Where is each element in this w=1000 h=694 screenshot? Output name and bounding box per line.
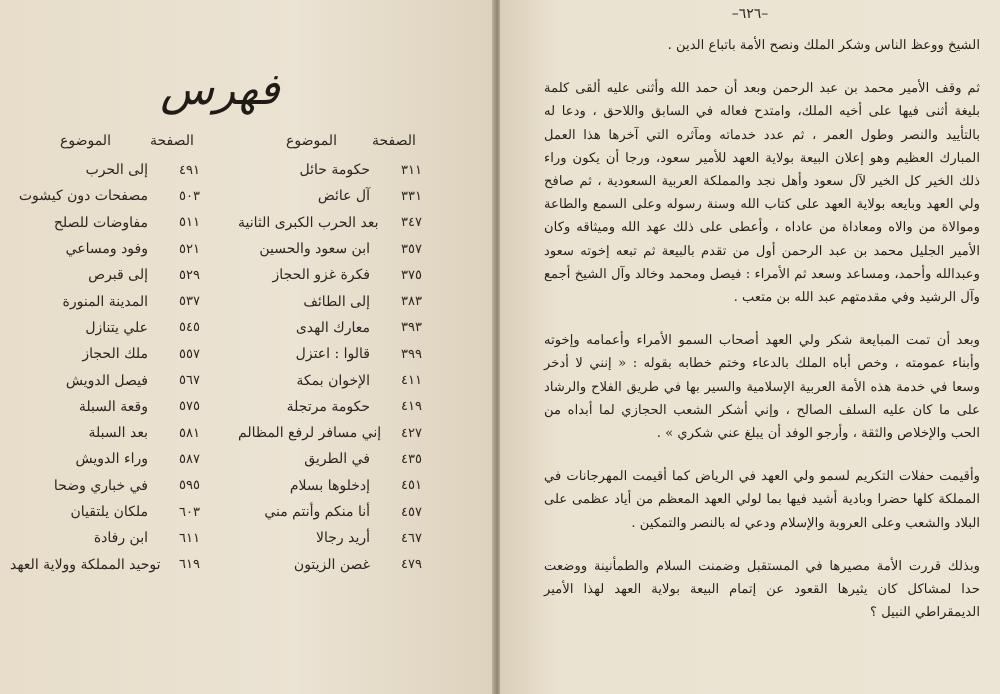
index-entry-topic: إني مسافر لرفع المظالم — [238, 425, 382, 442]
index-entry — [238, 473, 422, 499]
index-entry-page: ٥٦٧ — [179, 373, 200, 389]
index-entry-topic: أنا منكم وأنتم مني — [264, 504, 370, 520]
index-entry-page: ٤٩١ — [179, 162, 200, 178]
index-entry — [238, 262, 422, 288]
index-entry — [10, 183, 200, 209]
index-entry — [10, 236, 200, 262]
index-entry-topic: علي يتنازل — [85, 319, 148, 336]
paragraph: ثم وقف الأمير محمد بن عبد الرحمن وبعد أن حمد الله وأثنى عليه ألقى كلمة بليغة أثنى فيها على أخيه الملك، وامتدح فعاله في السابق واللاحق ، ودعا له بالتأييد والنصر وطول العمر ، ثم عدد خدماته ومآثره التي آخرها هذا العمل المبارك العظيم وهو إعلان البيعة بولاية العهد للأمير سعود، ورجا أن يكون وراء ذلك الخير كل الخير لآل سعود وأهل نجد والمملكة العربية السعودية ، ثم صافح ولي العهد وبايعه بولاية العهد على كتاب الله وسنة رسوله وعلى السمع والطاعة وموالاة من والاه ومعاداة من عاداه ، وأعطى على ذلك عهد الله وميثاقه وكان الأمير الجليل محمد بن عبد الرحمن أول من تقدم بالبيعة ثم تبعه إخوته سعود وعبدالله وأحمد، ومساعد وسعد ثم الأمراء : فيصل ومحمد وخالد وآل الشيخ أجمع وآل الرشيد وفي مقدمتهم عبد الله بن متعب . — [544, 81, 980, 306]
index-entry-page: ٥٢٩ — [179, 267, 200, 283]
index-entry-page: ٣٨٣ — [401, 294, 422, 310]
index-entry-page: ٦١٩ — [179, 557, 200, 573]
index-entry-topic: وقعة السبلة — [78, 398, 148, 415]
index-entry-page: ٥٧٥ — [179, 399, 200, 415]
index-column-right — [238, 157, 422, 578]
index-entry — [10, 499, 200, 525]
index-entry-topic: ابن سعود والحسين — [259, 241, 370, 258]
index-entry — [10, 341, 200, 367]
index-entry-page: ٣٣١ — [401, 188, 422, 204]
index-entry-page: ٥٥٧ — [179, 346, 200, 362]
index-entry-page: ٥٣٧ — [179, 294, 200, 310]
index-entry-page: ٤١٩ — [401, 399, 422, 415]
index-entry — [238, 420, 422, 446]
index-entry-page: ٣١١ — [401, 162, 422, 178]
index-entry-topic: آل عائض — [317, 188, 370, 205]
page-number: –٦٢٦– — [731, 6, 769, 22]
index-entry-page: ٥٨١ — [179, 425, 200, 441]
index-entry — [10, 315, 200, 341]
index-entry-page: ٥٩٥ — [179, 478, 200, 494]
index-entry — [238, 341, 422, 367]
index-entry — [238, 499, 422, 525]
index-entry-page: ٥٠٣ — [179, 188, 200, 204]
index-entry-topic: إلى الطائف — [303, 293, 370, 310]
index-entry-topic: المدينة المنورة — [62, 293, 148, 310]
index-entry-page: ٤١١ — [401, 373, 422, 389]
index-entry — [10, 288, 200, 314]
index-entry-topic: مفاوضات للصلح — [53, 214, 148, 231]
index-entry — [10, 262, 200, 288]
paragraph: وأقيمت حفلات التكريم لسمو ولي العهد في الرياض كما أقيمت المهرجانات في المملكة كلها حضرا وبادية أشيد فيها بما لولي العهد المعظم من أياد عظمى على البلاد والشعب وعلى العروبة والإسلام ودعي له بالنصر والتمكين . — [544, 469, 980, 531]
index-entry-topic: قالوا : اعتزل — [295, 346, 370, 363]
index-entry-topic: أريد رجالا — [315, 530, 370, 547]
index-entry — [238, 183, 422, 209]
topic-column-header: الموضوع — [286, 133, 337, 149]
index-entry-topic: غصن الزيتون — [293, 556, 370, 573]
index-entry-page: ٥٤٥ — [179, 320, 200, 336]
index-entry — [10, 446, 200, 472]
index-entry — [10, 473, 200, 499]
index-entry-page: ٣٩٩ — [401, 346, 422, 362]
index-entry — [238, 394, 422, 420]
index-entry — [10, 367, 200, 393]
index-entry-page: ٣٥٧ — [401, 241, 422, 257]
index-column-left — [10, 157, 200, 578]
index-entry-topic: بعد الحرب الكبرى الثانية — [238, 214, 379, 231]
index-entry — [10, 157, 200, 183]
index-entry — [10, 394, 200, 420]
index-entry-page: ٥١١ — [179, 215, 200, 231]
index-entry-topic: معارك الهدى — [295, 319, 370, 336]
text-page — [500, 0, 1000, 694]
index-entry-topic: فكرة غزو الحجاز — [272, 267, 370, 284]
index-entry-topic: الإخوان بمكة — [296, 372, 370, 389]
index-entry-topic: إدخلوها بسلام — [289, 477, 370, 494]
index-title: فهرس — [160, 64, 280, 115]
index-entry — [238, 236, 422, 262]
index-entry-topic: إلى الحرب — [85, 162, 148, 179]
index-entry — [10, 525, 200, 551]
index-entry — [10, 551, 200, 577]
index-entry-topic: بعد السبلة — [88, 425, 148, 442]
index-entry-topic: حكومة مرتجلة — [286, 398, 370, 415]
index-entry-topic: ملكان يلتقيان — [70, 504, 148, 520]
index-entry-page: ٦١١ — [179, 530, 200, 546]
index-entry-topic: توحيد المملكة وولاية العهد — [10, 556, 161, 573]
index-entry-page: ٤٥١ — [401, 478, 422, 494]
index-entry-topic: فيصل الدويش — [65, 372, 148, 389]
index-entry-page: ٤٣٥ — [401, 451, 422, 467]
body-text — [544, 34, 980, 624]
index-entry-page: ٣٧٥ — [401, 267, 422, 283]
index-entry-page: ٤٥٧ — [401, 504, 422, 520]
index-entry-topic: ابن رفادة — [93, 530, 148, 547]
index-entry-topic: وراء الدويش — [75, 451, 148, 468]
index-entry-page: ٤٦٧ — [401, 530, 422, 546]
index-entry — [238, 315, 422, 341]
index-entry-topic: مصفحات دون كيشوت — [18, 188, 148, 205]
index-entry — [10, 210, 200, 236]
index-entry-page: ٥٢١ — [179, 241, 200, 257]
index-page — [0, 0, 494, 694]
index-entry-topic: إلى قبرص — [88, 267, 148, 284]
index-entry — [238, 551, 422, 577]
index-entry-page: ٦٠٣ — [179, 504, 200, 520]
page-column-header: الصفحة — [150, 133, 194, 149]
index-entry-page: ٤٧٩ — [401, 557, 422, 573]
index-entry-topic: ملك الحجاز — [82, 346, 148, 363]
index-entry-page: ٣٤٧ — [401, 215, 422, 231]
index-entry-topic: حكومة حائل — [299, 162, 370, 179]
index-entry — [238, 525, 422, 551]
paragraph: وبعد أن تمت المبايعة شكر ولي العهد أصحاب السمو الأمراء وأعمامه وإخوته وأبناء عمومته ، وخص أباه الملك بالدعاء وختم خطابه بقوله : « إنني لا أدخر وسعا في خدمة هذه الأمة العربية الإسلامية والسير بها في طريق الفلاح والرشاد على ما كان عليه السلف الصالح ، وإني أشكر الشعب الحجازي لما أبداه من الحب والإخلاص والثقة ، وأرجو الوفد أن يبلغ عني شكري » . — [544, 333, 980, 442]
index-entry — [238, 446, 422, 472]
page-column-header: الصفحة — [372, 133, 416, 149]
index-entry-topic: في الطريق — [304, 451, 370, 468]
index-entry-page: ٣٩٣ — [401, 320, 422, 336]
index-entry — [238, 367, 422, 393]
paragraph: وبذلك قررت الأمة مصيرها في المستقبل وضمنت السلام والطمأنينة ووضعت حدا لمشاكل كان يثيرها القعود عن إتمام البيعة بولاية العهد لهذا الأمير الديمقراطي النبيل ؟ — [544, 558, 980, 621]
index-entry-page: ٤٢٧ — [401, 425, 422, 441]
index-entry-topic: في خباري وضحا — [53, 477, 148, 494]
index-entry — [238, 157, 422, 183]
paragraph: الشيخ ووعظ الناس وشكر الملك ونصح الأمة باتباع الدين . — [667, 38, 980, 53]
index-entry — [10, 420, 200, 446]
index-entry-topic: وفود ومساعي — [65, 241, 148, 258]
index-entry — [238, 210, 422, 236]
index-entry — [238, 288, 422, 314]
topic-column-header: الموضوع — [60, 133, 111, 149]
index-entry-page: ٥٨٧ — [179, 451, 200, 467]
